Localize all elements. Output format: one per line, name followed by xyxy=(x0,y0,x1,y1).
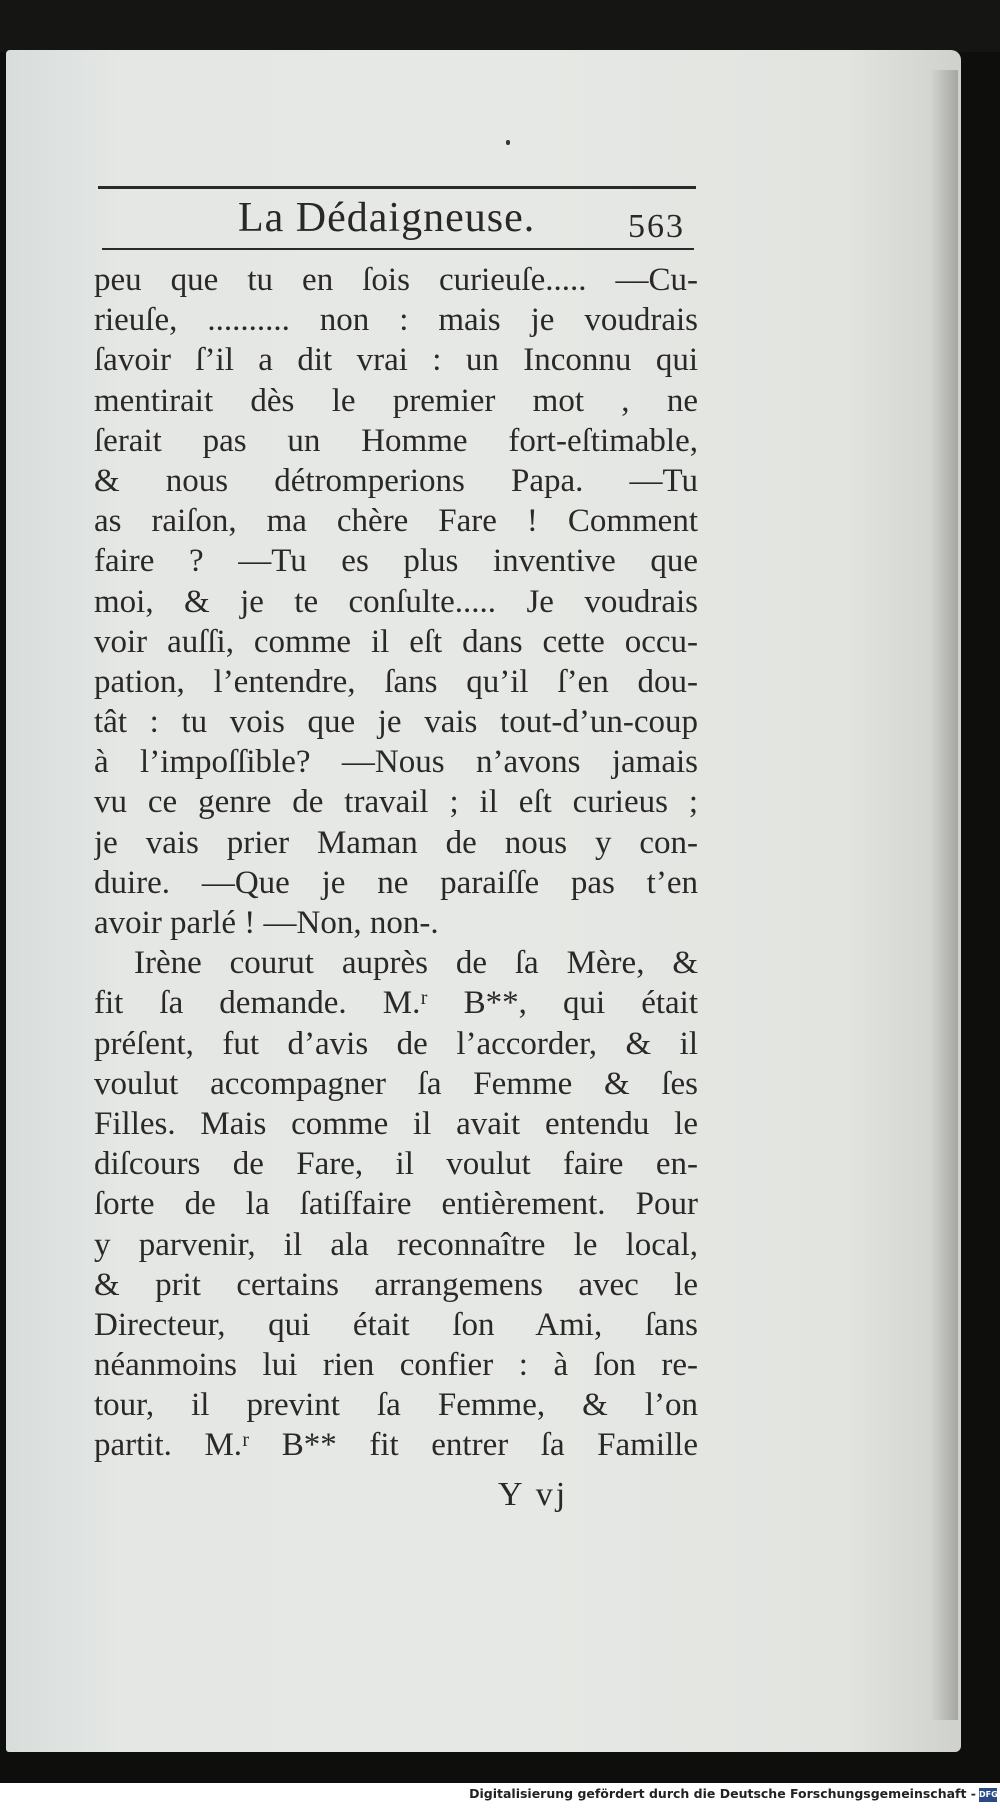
text-line: voulut accompagner ſa Femme & ſes xyxy=(94,1065,698,1102)
text-line: faire ? —Tu es plus inventive que xyxy=(94,543,698,580)
text-line: duire. —Que je ne paraiſſe pas t’en xyxy=(94,864,698,901)
text-line: & prit certains arrangemens avec le xyxy=(94,1266,698,1303)
text-line: as raiſon, ma chère Fare ! Comment xyxy=(94,503,698,540)
footer-bar xyxy=(0,1783,1000,1809)
header-rule-top xyxy=(98,186,696,189)
text-line: peu que tu en ſois curieuſe..... —Cu- xyxy=(94,262,698,298)
text-line: mentirait dès le premier mot , ne xyxy=(94,382,698,419)
running-title: La Dédaigneuse. xyxy=(238,195,536,241)
text-line: je vais prier Maman de nous y con- xyxy=(94,824,698,861)
text-line: vu ce genre de travail ; il eſt curieus ; xyxy=(94,784,698,821)
text-line: Directeur, qui était ſon Ami, ſans xyxy=(94,1306,698,1343)
text-line: avoir parlé ! —Non, non-. xyxy=(94,905,439,941)
text-line: tour, il prevint ſa Femme, & l’on xyxy=(94,1387,698,1424)
text-line: & nous détromperions Papa. —Tu xyxy=(94,462,698,499)
footer-credit: Digitalisierung gefördert durch die Deutsche Forschungsgemeinschaft - xyxy=(469,1786,976,1801)
text-line: y parvenir, il ala reconnaître le local, xyxy=(94,1226,698,1263)
text-line: préſent, fut d’avis de l’accorder, & il xyxy=(94,1025,698,1062)
signature-mark: Y vj xyxy=(498,1476,569,1513)
scan-background xyxy=(0,0,1000,52)
text-line: ſavoir ſ’il a dit vrai : un Inconnu qui xyxy=(94,342,698,379)
body-text xyxy=(94,260,698,1466)
text-line: ſorte de la ſatiſfaire entièrement. Pour xyxy=(94,1186,698,1223)
dfg-logo-icon: DFG xyxy=(979,1788,997,1802)
text-line: néanmoins lui rien confier : à ſon re- xyxy=(94,1347,698,1384)
text-line: voir auſſi, comme il eſt dans cette occu- xyxy=(94,623,698,660)
text-line: à l’impoſſible? —Nous n’avons jamais xyxy=(94,744,698,781)
text-line: ſerait pas un Homme fort-eſtimable, xyxy=(94,422,698,459)
ink-speck xyxy=(506,140,510,145)
header-rule-bottom xyxy=(102,248,694,250)
text-line: pation, l’entendre, ſans qu’il ſ’en dou- xyxy=(94,663,698,700)
text-line: diſcours de Fare, il voulut faire en- xyxy=(94,1146,698,1183)
text-line: moi, & je te conſulte..... Je voudrais xyxy=(94,583,698,620)
text-line: tât : tu vois que je vais tout-d’un-coup xyxy=(94,704,698,741)
text-line: fit ſa demande. M.ʳ B**, qui était xyxy=(94,985,698,1022)
text-line-paragraph-start: Irène courut auprès de ſa Mère, & xyxy=(134,945,698,982)
page-number: 563 xyxy=(628,208,685,245)
text-line: partit. M.ʳ B** fit entrer ſa Famille xyxy=(94,1427,698,1464)
text-line: rieuſe, .......... non : mais je voudrais xyxy=(94,302,698,339)
text-line: Filles. Mais comme il avait entendu le xyxy=(94,1105,698,1142)
page-edge-shadow xyxy=(930,70,958,1720)
